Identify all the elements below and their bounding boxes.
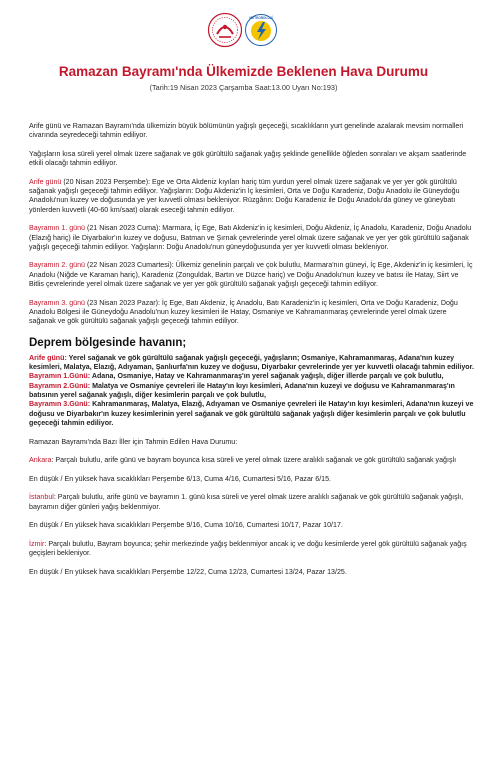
- city-temps-izmir: En düşük / En yüksek hava sıcaklıkları Perşembe 12/22, Cuma 12/23, Cumartesi 13/24, Pazar 13/25.: [29, 567, 347, 576]
- document-body: [29, 122, 474, 577]
- quake-item-arife: [29, 354, 474, 373]
- quake-item-label: Bayramın 1.Günü:: [29, 372, 91, 381]
- day-text: (20 Nisan 2023 Perşembe): Ege ve Orta Akdeniz kıyıları hariç tüm yurdun yerel olmak üzere sağanak ve yer yer gök gürültülü sağanak yağışlı geçeceği tahmin ediliyor. Yağışların: Doğu Akdeniz'in İç kesimleri, Orta ve Doğu Karadeniz, Doğu Anadolu ile Güneydoğu Anadolu'nun kuzey ve doğusunda ye yer kuvvetli olması bekleniyor. Rüzgârın: Doğu Karadeniz ile Doğu Anadolu'da güney ve güneybatı yönlerden kuvvetli (40-60 km/saat) olarak eseceği tahmin ediliyor.: [29, 177, 460, 214]
- city-temps-ankara: En düşük / En yüksek hava sıcaklıkları Perşembe 6/13, Cuma 4/16, Cumartesi 5/16, Pazar 6/15.: [29, 474, 332, 483]
- intro-paragraph-1: Arife günü ve Ramazan Bayramı'nda ülkemizin büyük bölümünün yağışlı geçeceği, sıcaklıkların yurt genelinde azalarak mevsim normalleri civarında seyredeceği tahmin ediliyor.: [29, 122, 464, 140]
- day-paragraph-arife: [29, 178, 474, 215]
- day-text: (22 Nisan 2023 Cumartesi): Ülkemiz genelinin parçalı ve çok bulutlu, Marmara'nın güneyi, İç Ege, Akdeniz'in iç kesimleri, İç Anadolu (Niğde ve Karaman hariç), Karadeniz (Zonguldak, Bartın ve Düzce hariç) ve Doğu Anadolu'nun kuzey ve batısı ile Hatay, Siirt ve Bitlis çevrelerinde yerel olmak üzere sağanak ve yer yer gök gürültülü sağanak yağışlı geçeceği tahmin ediliyor.: [29, 261, 473, 289]
- city-name: İstanbul: [29, 493, 54, 502]
- day-paragraph-1: [29, 224, 474, 252]
- city-forecast-ankara: [29, 456, 474, 465]
- city-forecast-istanbul: [29, 493, 474, 512]
- quake-item-text: Yerel sağanak ve gök gürültülü sağanak yağışlı geçeceği, yağışların; Osmaniye, Kahramanmaraş, Adana'nın kuzey kesimleri, Malatya, Elazığ, Adıyaman, Şanlıurfa'nın kuzey ve doğusu, Diyarbakır çevrelerinde yer yer kuvvetli olacağı tahmin ediliyor.: [29, 353, 474, 372]
- quake-item-text: Adana, Osmaniye, Hatay ve Kahramanmaraş'ın yerel sağanak yağışlı, diğer illerde parçalı ve çok bulutlu,: [90, 372, 444, 381]
- document-title: Ramazan Bayramı'nda Ülkemizde Beklenen Hava Durumu: [58, 64, 429, 79]
- quake-item-label: Bayramın 2.Günü:: [29, 381, 91, 390]
- document-subtitle: (Tarih:19 Nisan 2023 Çarşamba Saat:13.00 Uyarı No:193): [149, 83, 338, 92]
- cities-intro: Ramazan Bayramı'nda Bazı İller için Tahmin Edilen Hava Durumu:: [29, 437, 238, 446]
- quake-section-heading: Deprem bölgesinde havanın;: [29, 336, 187, 349]
- quake-item-day-1: [29, 372, 474, 381]
- logo-bar: [0, 12, 487, 52]
- city-name: Ankara: [29, 456, 52, 465]
- quake-item-label: Bayramın 3.Günü:: [29, 400, 91, 409]
- day-text: (23 Nisan 2023 Pazar): İç Ege, Batı Akdeniz, İç Anadolu, Batı Karadeniz'in iç kesimleri, Orta ve Doğu Karadeniz, Doğu Anadolu Bölgesi ile Güneydoğu Anadolu'nun kuzey kesimleri ile Hatay, Osmaniye ve Kahramanmaraş çevrelerinde yerel olmak üzere sağanak ve gök gürültülü sağanak yağışlı geçeceği tahmin ediliyor.: [29, 298, 458, 326]
- intro-paragraph-2: Yağışların kısa süreli yerel olmak üzere sağanak ve gök gürültülü sağanak yağış şeklinde genellikle öğleden sonraları ve akşam saatlerinde etkili olacağı tahmin ediliyor.: [29, 149, 467, 168]
- city-temps-istanbul: En düşük / En yüksek hava sıcaklıkları Perşembe 9/16, Cuma 10/16, Cumartesi 10/17, Pazar 10/17.: [29, 521, 343, 530]
- ministry-logo: [207, 12, 243, 48]
- day-label: Bayramın 1. günü: [29, 224, 85, 233]
- quake-item-label: Arife günü:: [29, 353, 67, 362]
- city-forecast-text: : Parçalı bulutlu, arife günü ve bayramın 1. günü kısa süreli ve yerel olmak üzere aralıklı sağanak ve gök gürültülü sağanak yağışlı, bayramın diğer günleri yağış beklenmiyor.: [29, 493, 464, 511]
- city-name: İzmir: [29, 539, 45, 548]
- meteorology-logo-text: METEOROLOJİ: [249, 16, 273, 20]
- day-label: Bayramın 3. günü: [29, 298, 85, 307]
- quake-item-day-2: [29, 382, 474, 401]
- quake-item-day-3: [29, 400, 474, 428]
- day-label: Arife günü: [29, 177, 62, 186]
- day-text: (21 Nisan 2023 Cuma): Marmara, İç Ege, Batı Akdeniz'in iç kesimleri, Doğu Akdeniz, İç Anadolu, Karadeniz, Doğu Anadolu (Elazığ hariç) ile Diyarbakır'ın kuzey ve doğusu, Batman ve Şırnak çevrelerinde yerel olmak üzere sağanak ve yer yer gök gürültülü sağanak yağışlı geçeceği tahmin ediliyor. Yağışların: Doğu Anadolu'nun güneydoğusunda yer yer kuvvetli olması bekleniyor.: [29, 224, 472, 251]
- quake-item-text: Kahramanmaraş, Malatya, Elazığ, Adıyaman ve Osmaniye çevreleri ile Hatay'ın kıyı kesimleri, Adana'nın kuzeyi ve doğusu ve Diyarbakır'ın kuzey kesimlerinin yerel sağanak ve gök gürültülü sağanak yağışlı diğer kesimlerin parçalı ve çok bulutlu geçeceği tahmin ediliyor.: [29, 400, 474, 427]
- day-paragraph-3: [29, 299, 474, 327]
- quake-item-text: Malatya ve Osmaniye çevreleri ile Hatay'ın kıyı kesimleri, Adana'nın kuzeyi ve doğusu ve Kahramanmaraş'ın batısının yerel sağanak yağışlı, diğer kesimlerin parçalı ve çok bulutlu,: [29, 381, 455, 400]
- day-label: Bayramın 2. günü: [29, 261, 85, 270]
- city-forecast-izmir: [29, 540, 474, 559]
- day-paragraph-2: [29, 261, 474, 289]
- meteorology-logo: [244, 13, 278, 47]
- city-forecast-text: : Parçalı bulutlu, Bayram boyunca; şehir merkezinde yağış beklenmiyor ancak iç ve doğu kesimlerde yerel gök gürültülü sağanak yağış geçişleri bekleniyor.: [29, 539, 467, 558]
- city-forecast-text: : Parçalı bulutlu, arife günü ve bayram boyunca kısa süreli ve yerel olmak üzere aralıklı sağanak ve gök gürültülü sağanak yağışlı: [51, 456, 457, 465]
